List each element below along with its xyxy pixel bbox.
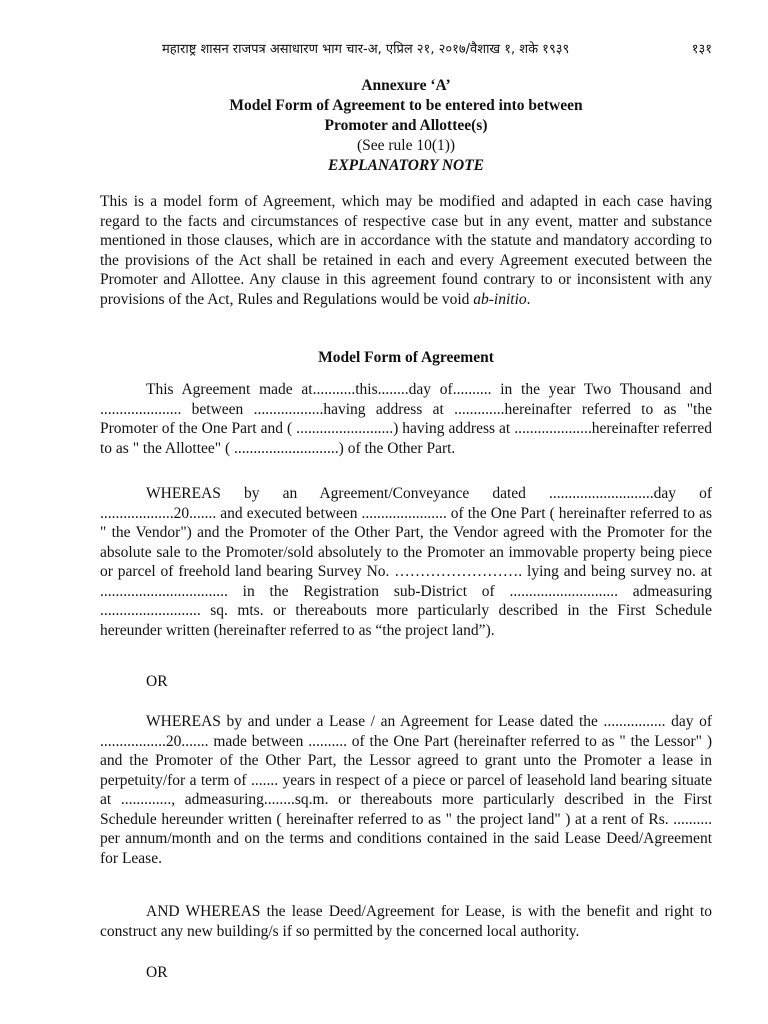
agreement-title-line-1: Model Form of Agreement to be entered into between	[229, 97, 583, 114]
explanatory-text-main: This is a model form of Agreement, which may be modified and adapted in each case having regard to the facts and circumstances of respective case but in any event, matter and substance mentioned in those clauses, which are in accordance with the statute and mandatory according to the provisions of the Act shall be retained in each and every Agreement executed between the Promoter and Allottee. Any clause in this agreement found contrary to or inconsistent with any provisions of the Act, Rules and Regulations would be void	[100, 193, 712, 308]
whereas-lease-text: WHEREAS by and under a Lease / an Agreement for Lease dated the ................ day of .................20....... made between .......... of the One Part (hereinafter referred to as " the Lessor" ) and the Promoter of the Other Part, the Lessor agreed to grant unto the Promoter a lease in perpetuity/for a term of ....... years in respect of a piece or parcel of leasehold land bearing situate at ............., admeasuring........sq.m. or thereabouts more particularly described in the First Schedule hereunder written ( hereinafter referred to as " the project land" ) at a rent of Rs. .......... per annum/month and on the terms and conditions contained in the said Lease Deed/Agreement for Lease.	[100, 713, 712, 867]
paragraph-2	[100, 484, 712, 640]
page-number: १३१	[691, 42, 712, 57]
agreement-title-line-2: Promoter and Allottee(s)	[324, 117, 488, 134]
gazette-header-text: महाराष्ट्र शासन राजपत्र असाधारण भाग चार-अ, एप्रिल २१, २०१७/वैशाख १, शके १९३९	[162, 42, 570, 57]
explanatory-note-heading: EXPLANATORY NOTE	[327, 157, 485, 174]
paragraph-1	[100, 380, 712, 458]
explanatory-paragraph	[100, 192, 712, 309]
or-separator-2: OR	[146, 964, 168, 981]
paragraph-3	[100, 712, 712, 868]
model-form-heading: Model Form of Agreement	[318, 349, 494, 366]
explanatory-text-end: .	[526, 290, 531, 308]
explanatory-text	[100, 192, 712, 309]
and-whereas-text: AND WHEREAS the lease Deed/Agreement for Lease, is with the benefit and right to construct any new building/s if so permitted by the concerned local authority.	[100, 903, 712, 940]
title-block	[100, 76, 712, 176]
whereas-conveyance-text: WHEREAS by an Agreement/Conveyance dated ...........................day of ...................20....... and executed between ...................... of the One Part ( hereinafter referred to as " the Vendor") and the Promoter of the Other Part, the Vendor agreed with the Promoter for the absolute sale to the Promoter/sold absolutely to the Promoter an immovable property being piece or parcel of freehold land bearing Survey No. ……………………. lying and being survey no. at ................................. in the Registration sub-District of ............................ admeasuring .......................... sq. mts. or thereabouts more particularly described in the First Schedule hereunder written (hereinafter referred to as “the project land”).	[100, 485, 712, 639]
rule-reference: (See rule 10(1))	[356, 137, 456, 154]
paragraph-4	[100, 902, 712, 941]
annexure-title: Annexure ‘A’	[361, 77, 451, 94]
or-separator-1: OR	[146, 673, 168, 690]
explanatory-text-italic: ab-initio	[473, 290, 527, 308]
agreement-intro-text: This Agreement made at...........this........day of.......... in the year Two Thousand and ..................... between ..................having address at .............hereinafter referred to as "the Promoter of the One Part and ( .........................) having address at ....................hereinafter referred to as " the Allottee" ( ...........................) of the Other Part.	[100, 381, 712, 457]
